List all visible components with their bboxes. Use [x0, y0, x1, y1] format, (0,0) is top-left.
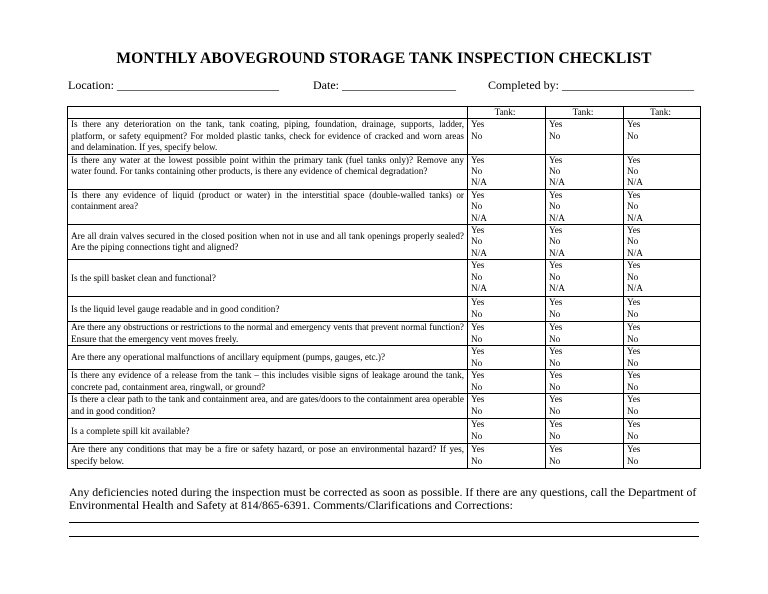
tank-header-2: Tank:: [546, 107, 624, 119]
tank-3-answer-cell: [624, 419, 701, 444]
tank-1-answer-cell: [468, 189, 546, 224]
answer-option[interactable]: No: [471, 201, 483, 212]
page-title: MONTHLY ABOVEGROUND STORAGE TANK INSPECTION CHECKLIST: [116, 50, 652, 67]
completed-by-field[interactable]: Completed by: ______________________: [488, 78, 694, 92]
answer-option[interactable]: No: [549, 333, 561, 344]
answer-option[interactable]: No: [471, 455, 483, 466]
answer-option[interactable]: Yes: [627, 297, 641, 308]
inspection-table: [67, 106, 701, 469]
tank-1-answer-cell: [468, 119, 546, 154]
answer-option[interactable]: No: [471, 130, 483, 141]
answer-option[interactable]: No: [471, 236, 483, 247]
answer-option[interactable]: No: [627, 166, 639, 177]
tank-3-answer-cell: [624, 370, 701, 394]
answer-option[interactable]: Yes: [471, 297, 485, 308]
answer-option[interactable]: No: [549, 357, 561, 368]
answer-option[interactable]: N/A: [627, 177, 643, 188]
answer-option[interactable]: No: [549, 166, 561, 177]
question-text: Is the spill basket clean and functional?: [68, 260, 468, 297]
tank-header-3: Tank:: [624, 107, 701, 119]
answer-option[interactable]: Yes: [471, 189, 485, 200]
tank-3-answer-cell: [624, 297, 701, 322]
tank-1-answer-cell: [468, 419, 546, 444]
answer-option[interactable]: Yes: [549, 346, 563, 357]
question-text: Is the liquid level gauge readable and in good condition?: [68, 297, 468, 322]
question-header-cell: [68, 107, 468, 119]
answer-option[interactable]: No: [549, 130, 561, 141]
question-text: Is there any deterioration on the tank, tank coating, piping, foundation, drainage, supports, ladder, platform, or safety equipment? For molded plastic tanks, check for evidence of cracked and worn areas and delamination. If yes, specify below.: [68, 119, 468, 154]
answer-option[interactable]: Yes: [627, 119, 641, 130]
answer-option[interactable]: No: [549, 430, 561, 441]
answer-option[interactable]: No: [627, 381, 639, 392]
answer-option[interactable]: Yes: [627, 394, 641, 405]
answer-option[interactable]: Yes: [549, 225, 563, 236]
tank-2-answer-cell: [546, 370, 624, 394]
answer-option[interactable]: No: [549, 308, 561, 319]
answer-option[interactable]: Yes: [471, 346, 485, 357]
tank-2-answer-cell: [546, 154, 624, 189]
answer-option[interactable]: Yes: [627, 346, 641, 357]
answer-option[interactable]: No: [627, 357, 639, 368]
tank-1-answer-cell: [468, 444, 546, 469]
answer-option[interactable]: No: [549, 405, 561, 416]
answer-option[interactable]: Yes: [549, 370, 563, 381]
table-row: [68, 370, 701, 394]
table-row: [68, 444, 701, 469]
tank-1-answer-cell: [468, 225, 546, 260]
tank-3-answer-cell: [624, 225, 701, 260]
answer-option[interactable]: N/A: [471, 177, 487, 188]
tank-1-answer-cell: [468, 346, 546, 370]
answer-option[interactable]: No: [471, 271, 483, 282]
table-row: [68, 119, 701, 154]
answer-option[interactable]: Yes: [549, 444, 563, 455]
tank-2-answer-cell: [546, 346, 624, 370]
table-row: [68, 225, 701, 260]
table-row: [68, 322, 701, 346]
tank-1-answer-cell: [468, 260, 546, 297]
answer-option[interactable]: N/A: [627, 247, 643, 258]
question-text: Are all drain valves secured in the closed position when not in use and all tank openings properly sealed? Are the piping connections tight and aligned?: [68, 225, 468, 260]
answer-option[interactable]: No: [627, 430, 639, 441]
tank-1-answer-cell: [468, 370, 546, 394]
answer-option[interactable]: Yes: [549, 322, 563, 333]
tank-2-answer-cell: [546, 189, 624, 224]
question-text: Is a complete spill kit available?: [68, 419, 468, 444]
answer-option[interactable]: N/A: [549, 177, 565, 188]
answer-option[interactable]: No: [627, 333, 639, 344]
answer-option[interactable]: Yes: [549, 119, 563, 130]
answer-option[interactable]: Yes: [471, 225, 485, 236]
tank-3-answer-cell: [624, 444, 701, 469]
tank-2-answer-cell: [546, 419, 624, 444]
answer-option[interactable]: N/A: [471, 212, 487, 223]
answer-option[interactable]: No: [627, 271, 639, 282]
tank-3-answer-cell: [624, 322, 701, 346]
tank-1-answer-cell: [468, 297, 546, 322]
tank-1-answer-cell: [468, 394, 546, 419]
answer-option[interactable]: Yes: [627, 189, 641, 200]
tank-3-answer-cell: [624, 189, 701, 224]
answer-option[interactable]: Yes: [549, 297, 563, 308]
question-text: Is there a clear path to the tank and containment area, and are gates/doors to the containment area operable and in good condition?: [68, 394, 468, 419]
tank-2-answer-cell: [546, 119, 624, 154]
tank-2-answer-cell: [546, 322, 624, 346]
answer-option[interactable]: N/A: [549, 212, 565, 223]
answer-option[interactable]: No: [471, 430, 483, 441]
answer-option[interactable]: No: [627, 130, 639, 141]
answer-option[interactable]: N/A: [549, 283, 565, 294]
answer-option[interactable]: No: [471, 333, 483, 344]
table-row: [68, 154, 701, 189]
answer-option[interactable]: Yes: [627, 154, 641, 165]
answer-option[interactable]: Yes: [549, 394, 563, 405]
date-field[interactable]: Date: ___________________: [313, 78, 456, 92]
answer-option[interactable]: Yes: [627, 322, 641, 333]
answer-option[interactable]: No: [471, 381, 483, 392]
answer-option[interactable]: Yes: [627, 225, 641, 236]
footer-note: Any deficiencies noted during the inspection must be corrected as soon as possible. If there are any questions, call the Department of Environmental Health and Safety at 814/865-6391. Comments/Clarifications and Corrections:: [69, 485, 697, 512]
tank-1-answer-cell: [468, 322, 546, 346]
answer-option[interactable]: No: [471, 357, 483, 368]
tank-3-answer-cell: [624, 119, 701, 154]
tank-3-answer-cell: [624, 260, 701, 297]
tank-2-answer-cell: [546, 394, 624, 419]
comment-line-1[interactable]: [69, 522, 699, 523]
answer-option[interactable]: Yes: [549, 260, 563, 271]
question-text: Are there any operational malfunctions of ancillary equipment (pumps, gauges, etc.)?: [68, 346, 468, 370]
answer-option[interactable]: No: [549, 271, 561, 282]
answer-option[interactable]: No: [627, 308, 639, 319]
table-header-row: [68, 107, 701, 119]
table-row: [68, 297, 701, 322]
tank-3-answer-cell: [624, 346, 701, 370]
answer-option[interactable]: Yes: [471, 444, 485, 455]
answer-option[interactable]: N/A: [627, 212, 643, 223]
answer-option[interactable]: Yes: [627, 419, 641, 430]
answer-option[interactable]: No: [549, 201, 561, 212]
question-text: Is there any water at the lowest possible point within the primary tank (fuel tanks only)? Remove any water found. For tanks containing other products, is there any evidence of chemical degradation?: [68, 154, 468, 189]
answer-option[interactable]: Yes: [549, 189, 563, 200]
answer-option[interactable]: No: [549, 455, 561, 466]
header-fields: [68, 78, 700, 94]
answer-option[interactable]: Yes: [471, 322, 485, 333]
answer-option[interactable]: No: [471, 405, 483, 416]
table-row: [68, 189, 701, 224]
question-text: Are there any conditions that may be a fire or safety hazard, or pose an environmental hazard? If yes, specify below.: [68, 444, 468, 469]
tank-2-answer-cell: [546, 297, 624, 322]
answer-option[interactable]: Yes: [471, 394, 485, 405]
answer-option[interactable]: No: [627, 201, 639, 212]
answer-option[interactable]: Yes: [627, 444, 641, 455]
comment-line-2[interactable]: [69, 536, 699, 537]
answer-option[interactable]: Yes: [627, 260, 641, 271]
answer-option[interactable]: N/A: [549, 247, 565, 258]
tank-1-answer-cell: [468, 154, 546, 189]
question-text: Is there any evidence of liquid (product or water) in the interstitial space (double-walled tanks) or containment area?: [68, 189, 468, 224]
answer-option[interactable]: No: [471, 308, 483, 319]
answer-option[interactable]: No: [627, 455, 639, 466]
answer-option[interactable]: Yes: [549, 419, 563, 430]
answer-option[interactable]: Yes: [627, 370, 641, 381]
location-field[interactable]: Location: ___________________________: [68, 78, 279, 92]
answer-option[interactable]: Yes: [549, 154, 563, 165]
question-text: Is there any evidence of a release from the tank – this includes visible signs of leakage around the tank, concrete pad, containment area, ringwall, or ground?: [68, 370, 468, 394]
answer-option[interactable]: N/A: [627, 283, 643, 294]
tank-2-answer-cell: [546, 444, 624, 469]
table-row: [68, 346, 701, 370]
answer-option[interactable]: No: [627, 236, 639, 247]
answer-option[interactable]: Yes: [471, 154, 485, 165]
question-text: Are there any obstructions or restrictions to the normal and emergency vents that prevent normal function? Ensure that the emergency vent moves freely.: [68, 322, 468, 346]
tank-2-answer-cell: [546, 260, 624, 297]
answer-option[interactable]: Yes: [471, 370, 485, 381]
answer-option[interactable]: No: [627, 405, 639, 416]
answer-option[interactable]: Yes: [471, 119, 485, 130]
answer-option[interactable]: N/A: [471, 283, 487, 294]
tank-3-answer-cell: [624, 154, 701, 189]
answer-option[interactable]: Yes: [471, 419, 485, 430]
table-row: [68, 394, 701, 419]
tank-3-answer-cell: [624, 394, 701, 419]
answer-option[interactable]: Yes: [471, 260, 485, 271]
tank-header-1: Tank:: [468, 107, 546, 119]
table-row: [68, 419, 701, 444]
table-row: [68, 260, 701, 297]
tank-2-answer-cell: [546, 225, 624, 260]
answer-option[interactable]: No: [549, 381, 561, 392]
answer-option[interactable]: No: [471, 166, 483, 177]
answer-option[interactable]: No: [549, 236, 561, 247]
answer-option[interactable]: N/A: [471, 247, 487, 258]
